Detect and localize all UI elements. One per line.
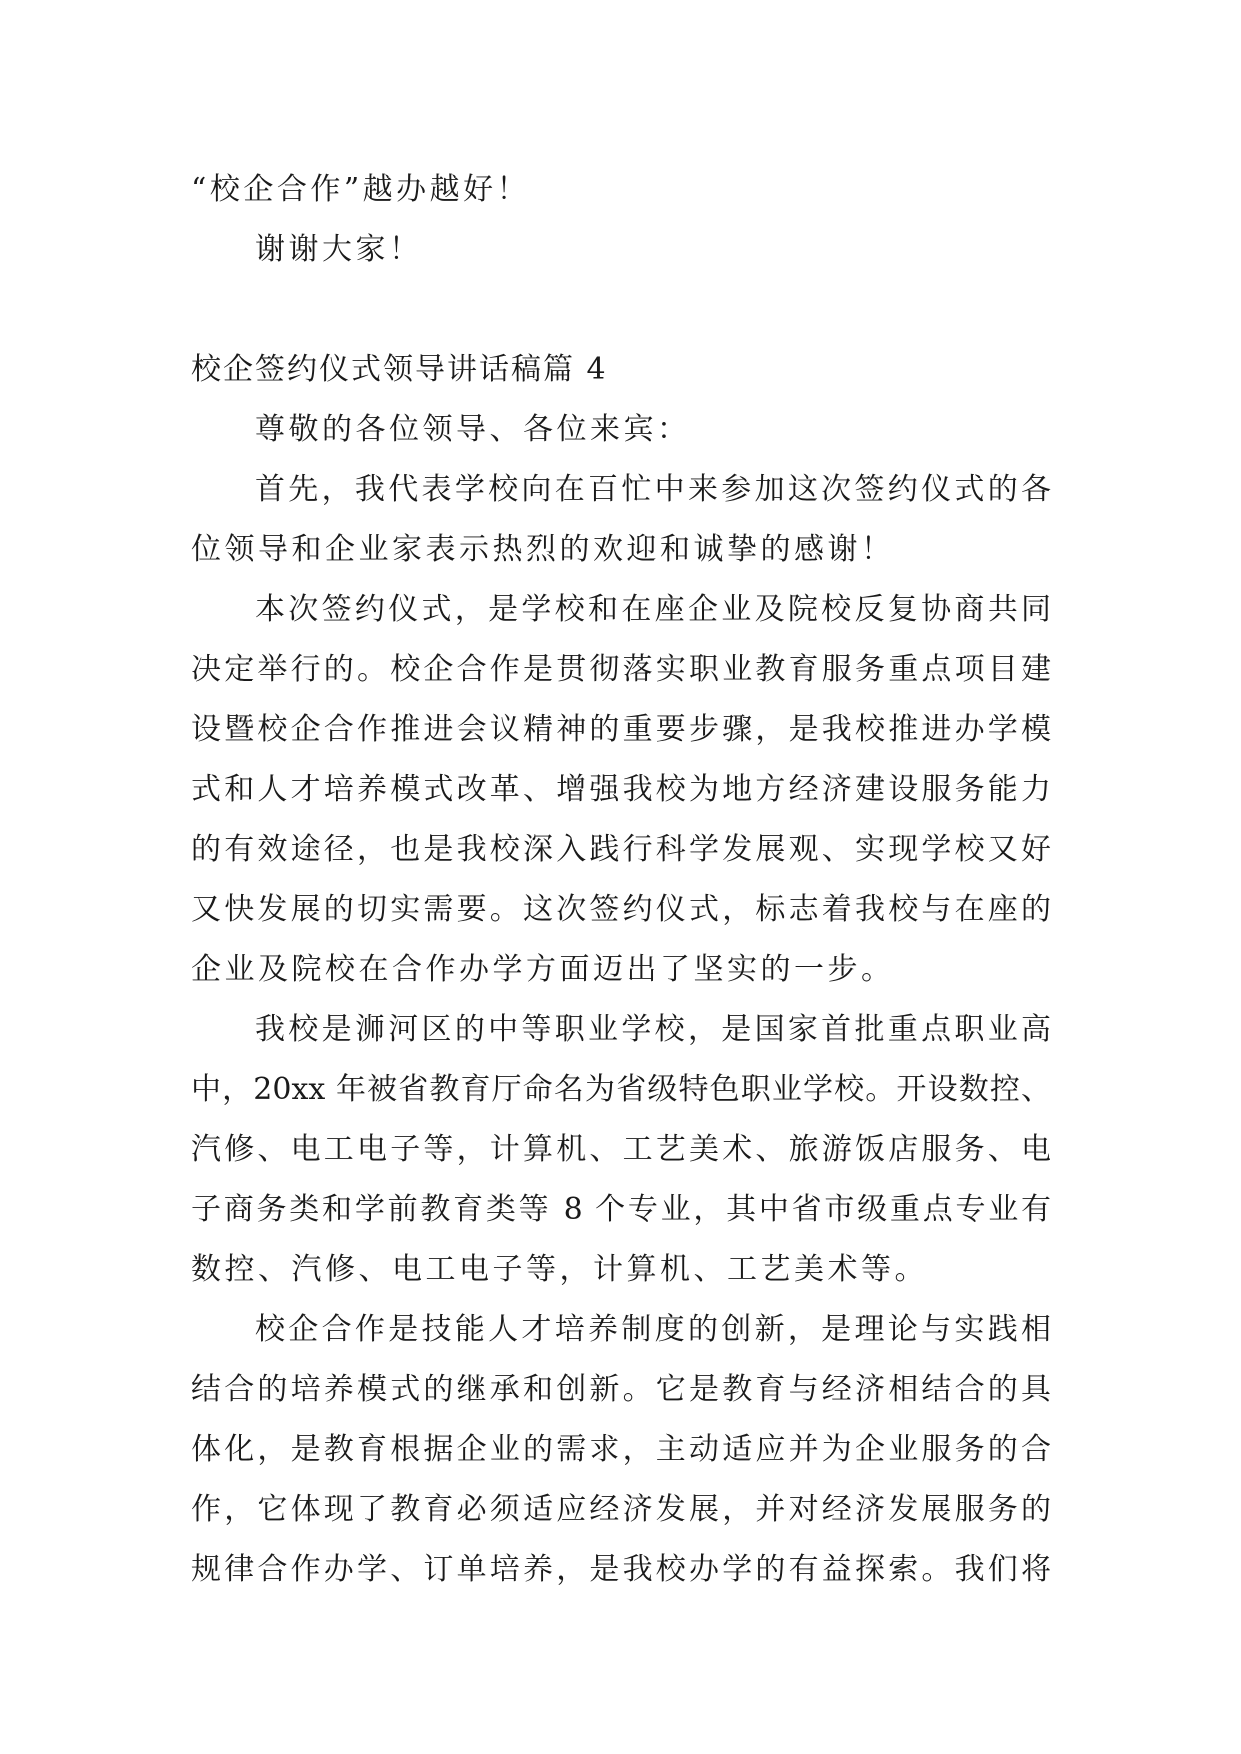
salutation: 尊敬的各位领导、各位来宾： xyxy=(255,412,691,447)
paragraph-line: 决定举行的。校企合作是贯彻落实职业教育服务重点项目建 xyxy=(191,652,1051,687)
paragraph-line: 校企合作是技能人才培养制度的创新，是理论与实践相 xyxy=(255,1312,1051,1347)
paragraph-line: 汽修、电工电子等，计算机、工艺美术、旅游饭店服务、电 xyxy=(191,1132,1051,1167)
closing-line-2: 谢谢大家！ xyxy=(255,232,423,267)
paragraph-line: 的有效途径，也是我校深入践行科学发展观、实现学校又好 xyxy=(191,832,1051,867)
closing-line-1: “校企合作”越办越好！ xyxy=(191,172,531,207)
paragraph-4 xyxy=(191,1300,1051,1600)
paragraph-line: 位领导和企业家表示热烈的欢迎和诚挚的感谢！ xyxy=(191,532,895,567)
paragraph-line: 首先，我代表学校向在百忙中来参加这次签约仪式的各 xyxy=(255,472,1051,507)
paragraph-line: 结合的培养模式的继承和创新。它是教育与经济相结合的具 xyxy=(191,1372,1051,1407)
paragraph-line: 设暨校企合作推进会议精神的重要步骤，是我校推进办学模 xyxy=(191,712,1051,747)
paragraph-3 xyxy=(191,1000,1051,1300)
paragraph-1 xyxy=(191,460,1051,580)
paragraph-line: 体化，是教育根据企业的需求，主动适应并为企业服务的合 xyxy=(191,1432,1051,1467)
paragraph-line: 数控、汽修、电工电子等，计算机、工艺美术等。 xyxy=(191,1252,928,1287)
paragraph-line: 又快发展的切实需要。这次签约仪式，标志着我校与在座的 xyxy=(191,892,1051,927)
paragraph-line: 中，20xx 年被省教育厅命名为省级特色职业学校。开设数控、 xyxy=(191,1072,1051,1107)
paragraph-line: 子商务类和学前教育类等 8 个专业，其中省市级重点专业有 xyxy=(191,1192,1051,1227)
paragraph-line: 式和人才培养模式改革、增强我校为地方经济建设服务能力 xyxy=(191,772,1051,807)
paragraph-line: 规律合作办学、订单培养，是我校办学的有益探索。我们将 xyxy=(191,1552,1051,1587)
paragraph-2 xyxy=(191,580,1051,1000)
paragraph-line: 企业及院校在合作办学方面迈出了坚实的一步。 xyxy=(191,952,895,987)
paragraph-line: 作，它体现了教育必须适应经济发展，并对经济发展服务的 xyxy=(191,1492,1051,1527)
paragraph-line: 本次签约仪式，是学校和在座企业及院校反复协商共同 xyxy=(255,592,1051,627)
section-heading: 校企签约仪式领导讲话稿篇 4 xyxy=(191,352,608,387)
paragraph-line: 我校是浉河区的中等职业学校，是国家首批重点职业高 xyxy=(255,1012,1051,1047)
section-spacer xyxy=(191,280,1051,340)
document-page xyxy=(191,160,1051,1600)
